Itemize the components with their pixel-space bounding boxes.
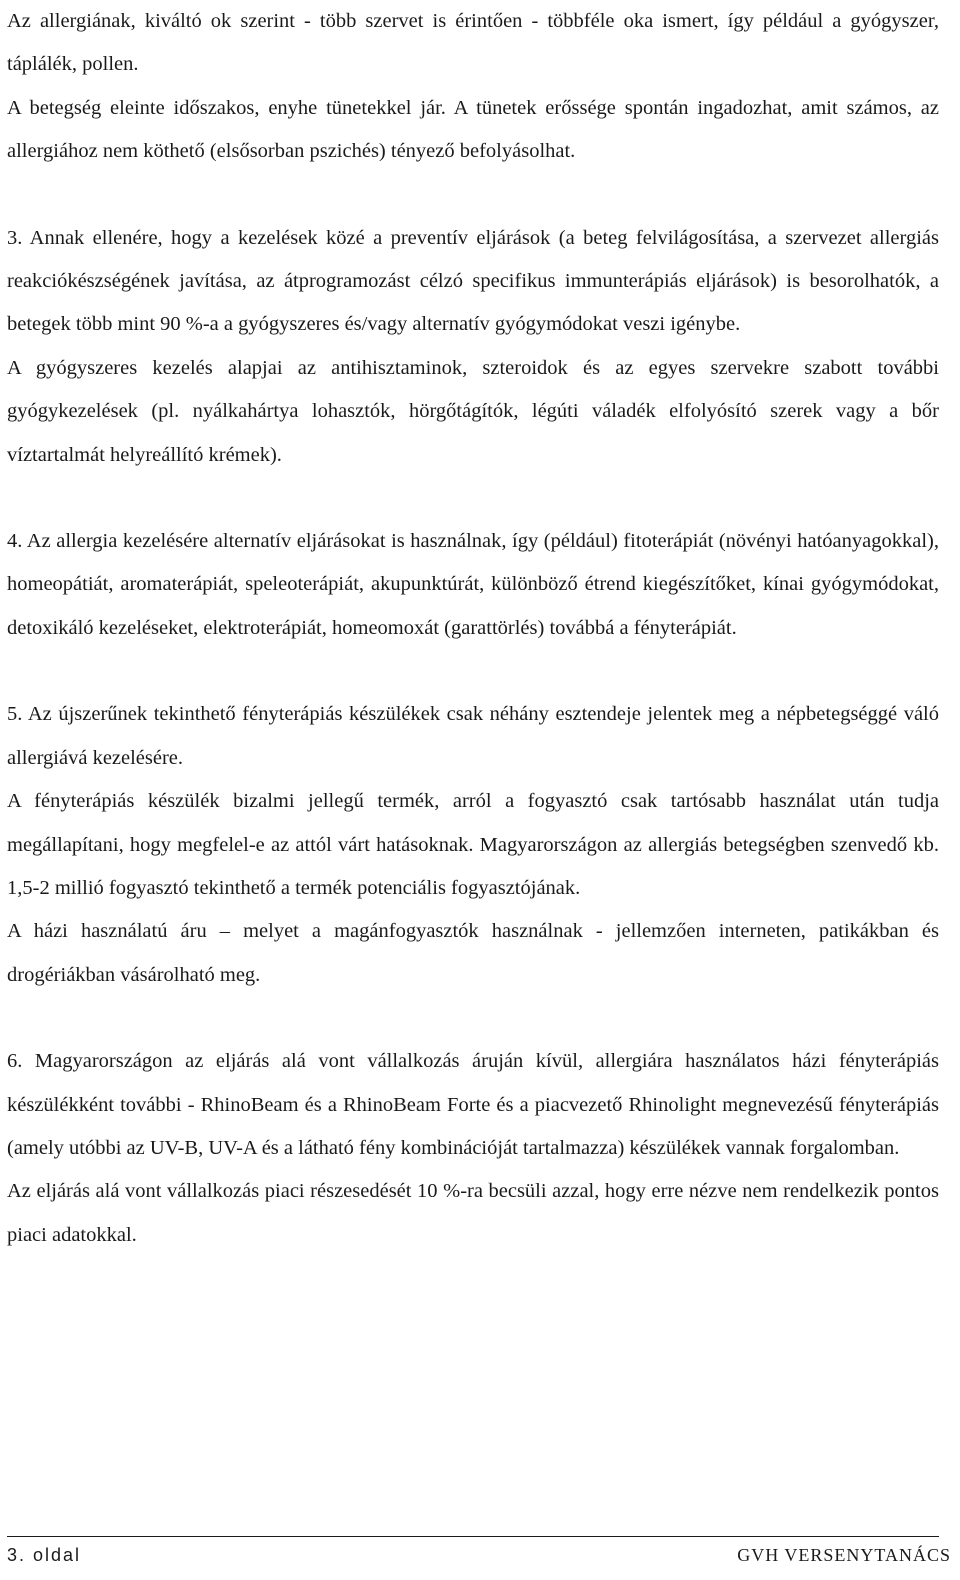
paragraph: A fényterápiás készülék bizalmi jellegű termék, arról a fogyasztó csak tartósabb használat után tudja megállapítani, hogy megfelel-e az attól várt hatásoknak. Magyarországon az allergiás betegségben szenvedő kb. 1,5-2 millió fogyasztó tekinthető a termék potenciális fogyasztójának. <box>7 790 939 899</box>
page-number: 3. oldal <box>7 1545 82 1565</box>
paragraph: Az eljárás alá vont vállalkozás piaci részesedését 10 %-ra becsüli azzal, hogy erre nézve nem rendelkezik pontos piaci adatokkal. <box>7 1180 939 1246</box>
paragraph-section-6: 6. Magyarországon az eljárás alá vont vállalkozás áruján kívül, allergiára használatos házi fényterápiás készülékként további - RhinoBeam és a RhinoBeam Forte és a piacvezető Rhinolight megnevezésű fényterápiás (amely utóbbi az UV-B, UV-A és a látható fény kombinációját tartalmazza) készülékek vannak forgalomban. <box>7 1050 939 1159</box>
paragraph-section-4: 4. Az allergia kezelésére alternatív eljárásokat is használnak, így (például) fitoterápiát (növényi hatóanyagokkal), homeopátiát, aromaterápiát, speleoterápiát, akupunktúrát, különböző étrend kiegészítőket, kínai gyógymódokat, detoxikáló kezeléseket, elektroterápiát, homeomoxát (garattörlés) továbbá a fényterápiát. <box>7 530 939 639</box>
footer-organization: GVH VERSENYTANÁCS <box>737 1545 951 1565</box>
paragraph: A gyógyszeres kezelés alapjai az antihisztaminok, szteroidok és az egyes szervekre szabott további gyógykezelések (pl. nyálkahártya lohasztók, hörgőtágítók, légúti váladék elfolyósító szerek vagy a bőr víztartalmát helyreállító krémek). <box>7 356 939 466</box>
footer-divider <box>7 1536 939 1537</box>
paragraph-section-3: 3. Annak ellenére, hogy a kezelések közé a preventív eljárások (a beteg felvilágosítása, a szervezet allergiás reakciókészségének javítása, az átprogramozást célzó specifikus immunterápiás eljárások) is besorolhatók, a betegek több mint 90 %-a a gyógyszeres és/vagy alternatív gyógymódokat veszi igénybe. <box>7 226 939 336</box>
paragraph: A házi használatú áru – melyet a magánfogyasztók használnak - jellemzően interneten, patikákban és drogériákban vásárolható meg. <box>7 920 939 986</box>
document-body <box>7 0 939 1257</box>
paragraph-section-5: 5. Az újszerűnek tekinthető fényterápiás készülékek csak néhány esztendeje jelentek meg a népbetegséggé váló allergiává kezelésére. <box>7 703 939 769</box>
page-footer <box>7 1545 951 1566</box>
paragraph: Az allergiának, kiváltó ok szerint - több szervet is érintően - többféle oka ismert, így például a gyógyszer, táplálék, pollen. <box>7 10 939 76</box>
paragraph: A betegség eleinte időszakos, enyhe tünetekkel jár. A tünetek erőssége spontán ingadozhat, amit számos, az allergiához nem köthető (elsősorban pszichés) tényező befolyásolhat. <box>7 96 939 163</box>
